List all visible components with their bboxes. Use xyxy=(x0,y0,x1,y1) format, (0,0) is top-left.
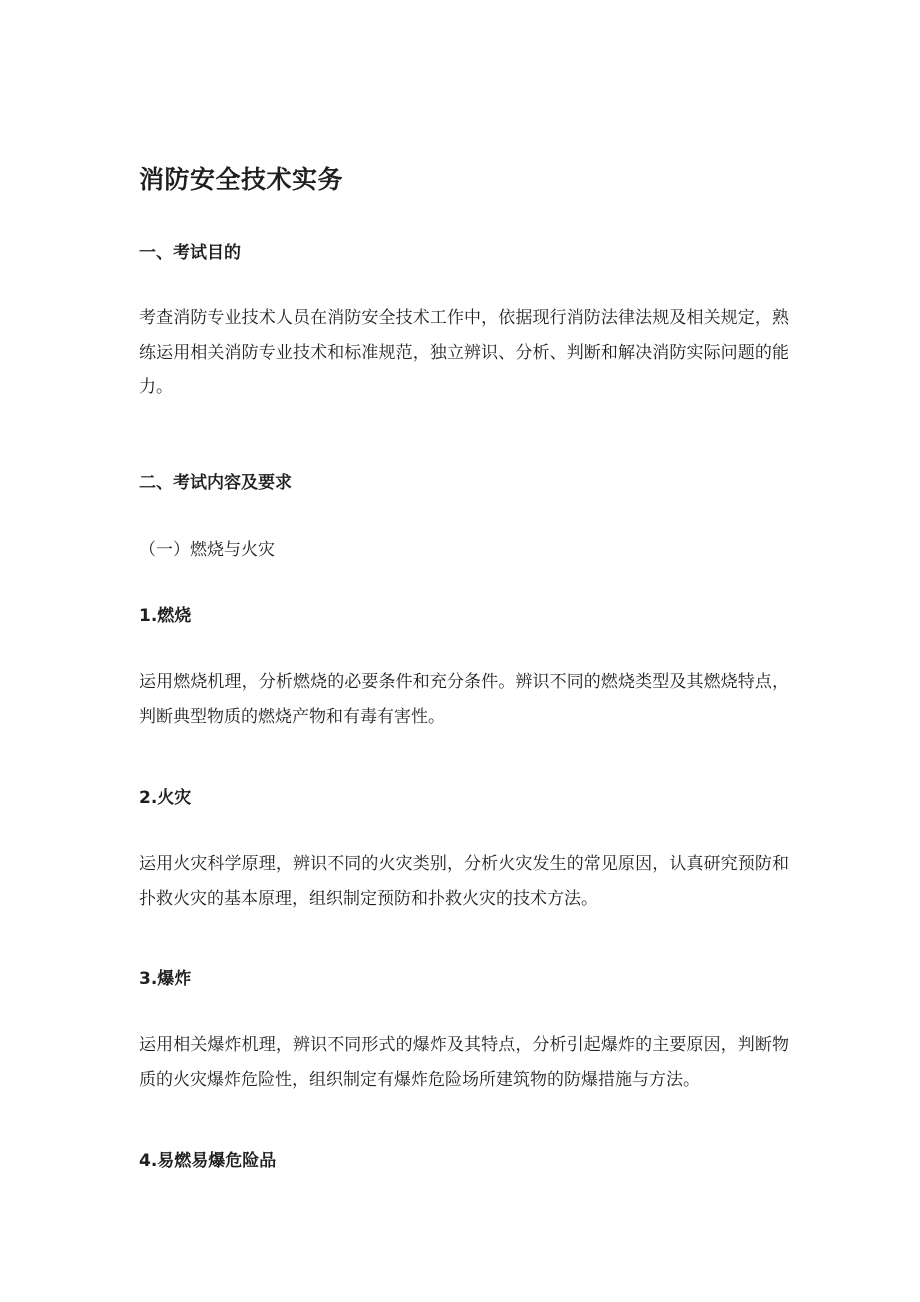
item-heading-combustion: 1.燃烧 xyxy=(139,606,192,626)
subsection-heading-combustion-and-fire: （一）燃烧与火灾 xyxy=(139,540,275,560)
item-heading-explosion: 3.爆炸 xyxy=(139,969,192,989)
item-heading-fire: 2.火灾 xyxy=(139,788,192,808)
fire-paragraph: 运用火灾科学原理，辨识不同的火灾类别，分析火灾发生的常见原因，认真研究预防和扑救火灾的基本原理，组织制定预防和扑救火灾的技术方法。 xyxy=(139,854,789,909)
section-heading-exam-purpose: 一、考试目的 xyxy=(139,243,241,263)
explosion-paragraph: 运用相关爆炸机理，辨识不同形式的爆炸及其特点，分析引起爆炸的主要原因，判断物质的火灾爆炸危险性，组织制定有爆炸危险场所建筑物的防爆措施与方法。 xyxy=(139,1035,789,1090)
page-title: 消防安全技术实务 xyxy=(139,165,344,194)
item-heading-flammable-explosive-hazardous-materials: 4.易燃易爆危险品 xyxy=(139,1151,277,1171)
combustion-paragraph: 运用燃烧机理，分析燃烧的必要条件和充分条件。辨识不同的燃烧类型及其燃烧特点，判断典型物质的燃烧产物和有毒有害性。 xyxy=(139,672,789,727)
exam-purpose-paragraph: 考查消防专业技术人员在消防安全技术工作中，依据现行消防法律法规及相关规定，熟练运用相关消防专业技术和标准规范，独立辨识、分析、判断和解决消防实际问题的能力。 xyxy=(139,308,789,397)
section-heading-exam-content: 二、考试内容及要求 xyxy=(139,473,292,493)
